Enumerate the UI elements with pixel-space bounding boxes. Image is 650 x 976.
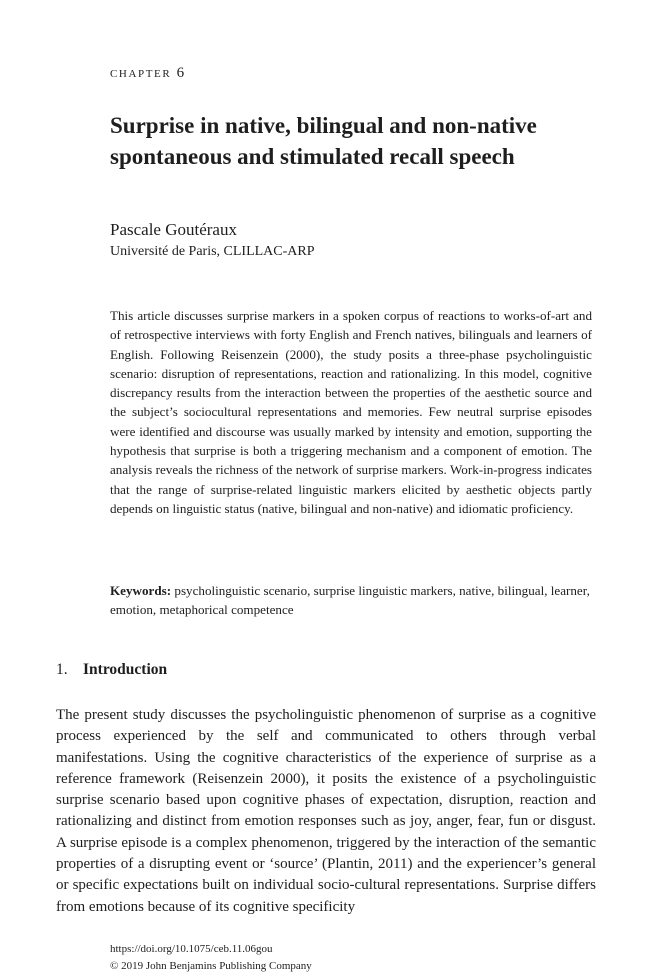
author-name: Pascale Goutéraux bbox=[110, 220, 237, 239]
section-heading bbox=[56, 661, 167, 679]
body-paragraph: The present study discusses the psycholinguistic phenomenon of surprise as a cognitive process experienced by the self and communicated to others through verbal manifestations. Using the cognitive characteristics of the experience of surprise as a reference framework (Reisenzein 2000), it posits the existence of a psycholinguistic surprise scenario based upon cognitive phases of expectation, disruption, reaction and rationalizing and distinct from emotion responses such as joy, anger, fear, fun or disgust. A surprise episode is a complex phenomenon, triggered by the interaction of the semantic properties of a disrupting event or ‘source’ (Plantin, 2011) and the experiencer’s general or specific expectations built on individual socio-cultural representations. Surprise differs from emotions because of its cognitive specificity bbox=[56, 707, 596, 915]
section-title: Introduction bbox=[83, 661, 168, 678]
chapter-title: Surprise in native, bilingual and non-native spontaneous and stimulated recall speech bbox=[110, 113, 537, 169]
section-number: 1. bbox=[56, 661, 68, 678]
footer-doi-link[interactable]: https://doi.org/10.1075/ceb.11.06gou bbox=[110, 943, 273, 955]
footer-copyright: © 2019 John Benjamins Publishing Company bbox=[110, 960, 312, 972]
keywords bbox=[110, 581, 592, 620]
author-affiliation: Université de Paris, CLILLAC-ARP bbox=[110, 244, 315, 259]
chapter-label: chapter 6 bbox=[110, 65, 186, 81]
keywords-label: Keywords: bbox=[110, 583, 172, 598]
keywords-text: psycholinguistic scenario, surprise linguistic markers, native, bilingual, learner, emotion, metaphorical competence bbox=[110, 583, 590, 618]
abstract: This article discusses surprise markers in a spoken corpus of reactions to works-of-art and of retrospective interviews with forty English and French natives, bilinguals and learners of English. Following Reisenzein (2000), the study posits a three-phase psycholinguistic scenario: disruption of representations, reaction and rationalizing. In this model, cognitive discrepancy results from the interaction between the properties of the aesthetic source and the subject’s sociocultural representations and memories. Few neutral surprise episodes were identified and discourse was usually marked by intensity and emotion, supporting the hypothesis that surprise is both a triggering mechanism and a component of emotion. The analysis reveals the richness of the network of surprise markers. Work-in-progress indicates that the range of surprise-related linguistic markers elicited by aesthetic objects partly depends on linguistic status (native, bilingual and non-native) and idiomatic proficiency. bbox=[110, 308, 592, 516]
